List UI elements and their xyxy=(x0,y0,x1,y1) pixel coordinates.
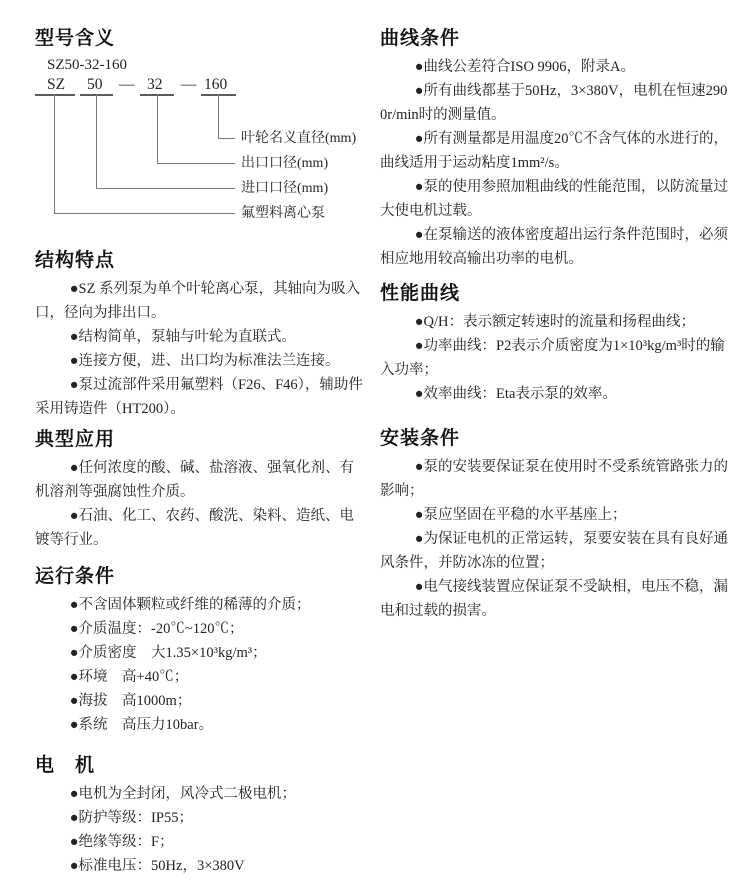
model-segment-32: 32 xyxy=(147,76,163,93)
diagram-hline-outlet xyxy=(157,163,235,164)
bullet-item: ●泵的安装要保证泵在使用时不受系统管路张力的影响； xyxy=(380,459,729,499)
bullet-item: ●功率曲线：P2表示介质密度为1×10³kg/m³时的输入功率； xyxy=(380,338,725,378)
bullet-item: ●系统 高压力10bar。 xyxy=(69,717,214,733)
bullet-item: ●任何浓度的酸、碱、盐溶液、强氧化剂、有机溶剂等强腐蚀性介质。 xyxy=(35,460,355,500)
bullet-item: ●不含固体颗粒或纤维的稀薄的介质； xyxy=(69,597,311,613)
installation-conditions-body xyxy=(380,455,730,623)
bullet-item: ●结构简单，泵轴与叶轮为直联式。 xyxy=(69,329,297,345)
model-label-pump-type: 氟塑料离心泵 xyxy=(241,206,325,221)
bullet-item: ●Q/H：表示额定转速时的流量和扬程曲线； xyxy=(414,314,696,330)
model-label-outlet-diameter: 出口口径(mm) xyxy=(241,156,329,171)
bullet-item: ●介质温度：-20℃~120℃； xyxy=(69,621,244,637)
bullet-item: ●绝缘等级：F； xyxy=(69,834,174,850)
typical-applications-body xyxy=(35,456,367,552)
model-segment-dash: — xyxy=(119,76,135,93)
model-segment-160: 160 xyxy=(204,76,228,93)
diagram-hline-impeller xyxy=(218,138,235,139)
model-segment-dash: — xyxy=(181,76,197,93)
diagram-vline-160 xyxy=(218,94,219,139)
model-label-inlet-diameter: 进口口径(mm) xyxy=(241,181,329,196)
section-curve-conditions xyxy=(380,28,730,271)
bullet-item: ●在泵输送的液体密度超出运行条件范围时，必须相应地用较高输出功率的电机。 xyxy=(380,227,729,267)
bullet-item: ●电气接线装置应保证泵不受缺相，电压不稳，漏电和过载的损害。 xyxy=(380,579,729,619)
section-title-curve-conditions: 曲线条件 xyxy=(380,28,461,49)
bullet-item: ●所有曲线都基于50Hz，3×380V，电机在恒速2900r/min时的测量值。 xyxy=(380,83,728,123)
model-code: SZ50-32-160 xyxy=(47,57,127,73)
diagram-vline-sz xyxy=(54,94,55,214)
section-model-meaning xyxy=(35,28,367,228)
bullet-item: ●泵过流部件采用氟塑料（F26、F46），辅助件采用铸造件（HT200）。 xyxy=(35,377,363,417)
diagram-hline-inlet xyxy=(96,188,235,189)
section-title-performance-curves: 性能曲线 xyxy=(380,283,461,304)
motor-body xyxy=(35,782,367,878)
bullet-item: ●环境 高+40℃； xyxy=(69,669,189,685)
operating-conditions-body xyxy=(35,593,367,737)
underline-sz xyxy=(35,94,75,96)
structure-features-body xyxy=(35,277,367,421)
bullet-item: ●泵的使用参照加粗曲线的性能范围，以防流量过大使电机过载。 xyxy=(380,179,729,219)
model-segment-sz: SZ xyxy=(47,76,66,93)
bullet-item: ●效率曲线：Eta表示泵的效率。 xyxy=(414,386,617,402)
section-title-operating-conditions: 运行条件 xyxy=(35,566,116,587)
right-column xyxy=(380,28,730,623)
diagram-vline-50 xyxy=(96,94,97,189)
section-structure-features xyxy=(35,250,367,421)
bullet-item: ●为保证电机的正常运转，泵要安装在具有良好通风条件，并防冰冻的位置； xyxy=(380,531,729,571)
section-operating-conditions xyxy=(35,566,367,737)
section-title-structure-features: 结构特点 xyxy=(35,250,116,271)
model-code-diagram xyxy=(35,56,367,228)
bullet-item: ●海拔 高1000m； xyxy=(69,693,192,709)
bullet-item: ●SZ 系列泵为单个叶轮离心泵，其轴向为吸入口，径向为排出口。 xyxy=(35,281,361,321)
bullet-item: ●石油、化工、农药、酸洗、染料、造纸、电镀等行业。 xyxy=(35,508,355,548)
performance-curves-body xyxy=(380,310,730,406)
bullet-item: ●介质密度 大1.35×10³kg/m³； xyxy=(69,645,267,661)
model-segment-50: 50 xyxy=(87,76,103,93)
bullet-item: ●防护等级：IP55； xyxy=(69,810,193,826)
section-installation-conditions xyxy=(380,428,730,623)
section-title-typical-applications: 典型应用 xyxy=(35,429,116,450)
bullet-item: ●电机为全封闭，风冷式二极电机； xyxy=(69,786,297,802)
section-typical-applications xyxy=(35,429,367,552)
bullet-item: ●标准电压：50Hz，3×380V xyxy=(69,858,245,874)
bullet-item: ●曲线公差符合ISO 9906，附录A。 xyxy=(414,59,636,75)
bullet-item: ●所有测量都是用温度20℃不含气体的水进行的，曲线适用于运动粘度1mm²/s。 xyxy=(380,131,729,171)
section-performance-curves xyxy=(380,283,730,406)
bullet-item: ●泵应坚固在平稳的水平基座上； xyxy=(414,507,627,523)
diagram-hline-pump xyxy=(54,213,235,214)
section-motor xyxy=(35,755,367,878)
section-title-motor: 电 机 xyxy=(35,755,96,776)
curve-conditions-body xyxy=(380,55,730,271)
left-column xyxy=(35,28,367,878)
section-title-model-meaning: 型号含义 xyxy=(35,28,116,49)
bullet-item: ●连接方便，进、出口均为标准法兰连接。 xyxy=(69,353,340,369)
model-label-impeller-diameter: 叶轮名义直径(mm) xyxy=(241,131,357,146)
section-title-installation-conditions: 安装条件 xyxy=(380,428,461,449)
diagram-vline-32 xyxy=(157,94,158,164)
